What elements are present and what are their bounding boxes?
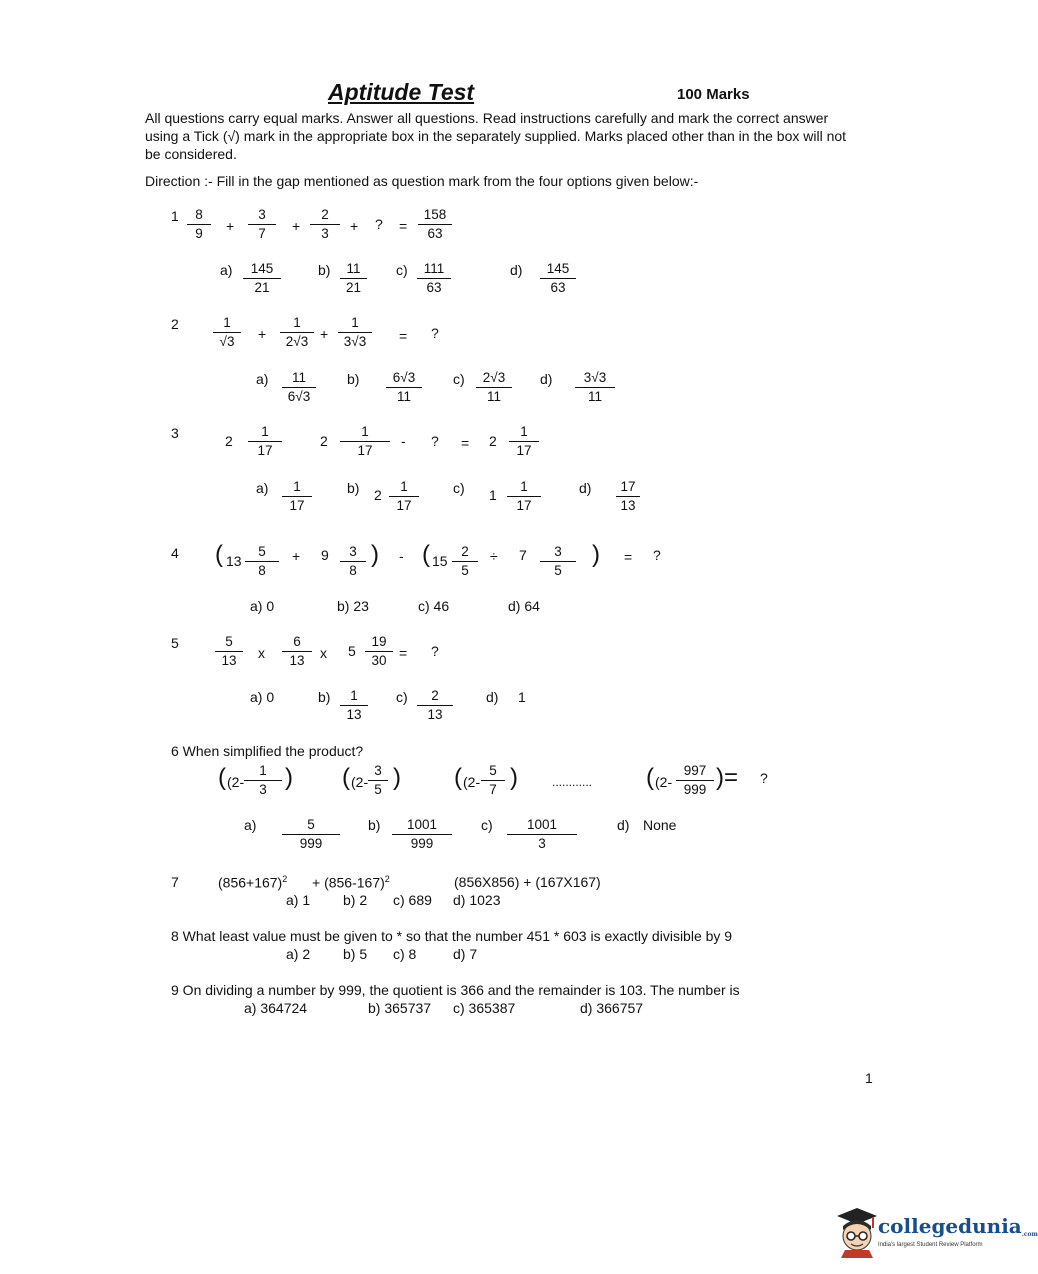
times-sign: x (258, 645, 265, 661)
right-paren: ) (393, 764, 401, 791)
numerator: 11 (340, 262, 367, 279)
divide-sign: ÷ (490, 548, 498, 564)
numerator: 1 (248, 425, 282, 442)
denominator: 13 (620, 497, 636, 513)
denominator: 9 (195, 225, 203, 241)
numerator: 3 (368, 764, 388, 781)
fraction (215, 635, 243, 667)
question-number: 1 (171, 208, 179, 224)
page-title: Aptitude Test (328, 79, 475, 105)
numerator: 111 (417, 262, 451, 279)
option-label: b) (368, 817, 381, 833)
denominator: 63 (427, 225, 443, 241)
denominator: 3√3 (343, 333, 367, 349)
option-a: a) 0 (250, 689, 275, 705)
total-marks: 100 Marks (677, 86, 750, 103)
right-paren: ) (510, 764, 518, 791)
option-a-fraction (282, 371, 316, 403)
whole-number: 2 (225, 433, 233, 449)
question-text: 8 What least value must be given to * so that the number 451 * 603 is exactly divisible by 9 (171, 928, 733, 944)
numerator: 1 (507, 480, 541, 497)
numerator: 1 (509, 425, 539, 442)
denominator: 13 (289, 652, 305, 668)
option-d-fraction (540, 262, 576, 294)
fraction (248, 208, 276, 240)
fraction (213, 316, 241, 348)
option-label: d) (486, 689, 499, 705)
option-c-fraction (417, 262, 451, 294)
numerator: 11 (282, 371, 316, 388)
equals-sign: = (399, 328, 408, 344)
denominator: 13 (427, 706, 443, 722)
numerator: 1 (389, 480, 419, 497)
option-b: b) 2 (343, 892, 368, 908)
denominator: 11 (587, 388, 602, 404)
whole-number: 13 (226, 553, 242, 569)
option-label: a) (256, 480, 269, 496)
numerator: 1 (282, 480, 312, 497)
denominator: 999 (299, 835, 323, 851)
equals-sign: = (399, 645, 408, 661)
left-paren: ( (646, 764, 654, 791)
denominator: 17 (357, 442, 373, 458)
expression-part (312, 875, 390, 890)
numerator: 145 (243, 262, 281, 279)
collegedunia-logo[interactable] (878, 1214, 1038, 1238)
fraction (187, 208, 211, 240)
option-c-fraction (507, 480, 541, 512)
denominator: √3 (219, 333, 235, 349)
option-b: b) 5 (343, 946, 368, 962)
minus-sign: - (401, 433, 406, 449)
fraction (481, 764, 505, 796)
denominator: 6√3 (287, 388, 311, 404)
option-label: b) (318, 689, 331, 705)
numerator: 145 (540, 262, 576, 279)
numerator: 2 (417, 689, 453, 706)
option-b-fraction (389, 480, 419, 512)
option-label: d) (510, 262, 523, 278)
option-a: a) 2 (286, 946, 311, 962)
option-label: c) (453, 371, 465, 387)
direction: Direction :- Fill in the gap mentioned as question mark from the four options given below:- (145, 173, 699, 189)
option-b-fraction (392, 818, 452, 850)
denominator: 7 (489, 781, 497, 797)
numerator: 2 (452, 545, 478, 562)
denominator: 3 (259, 781, 267, 797)
numerator: 3 (340, 545, 366, 562)
whole-number: 15 (432, 553, 448, 569)
option-b-fraction (340, 689, 368, 721)
question-number: 7 (171, 874, 179, 890)
question-number: 4 (171, 545, 179, 561)
left-paren: ( (342, 764, 350, 791)
numerator: 6 (282, 635, 312, 652)
numerator: 5 (481, 764, 505, 781)
fraction (244, 764, 282, 796)
question-mark: ? (431, 325, 439, 341)
fraction (338, 316, 372, 348)
option-label: d) (617, 817, 630, 833)
denominator: 11 (486, 388, 501, 404)
plus-sign: + (320, 326, 329, 342)
question-mark: ? (760, 770, 768, 786)
denominator: 7 (258, 225, 266, 241)
brand-name: collegedunia (878, 1214, 1022, 1238)
denominator: 999 (683, 781, 707, 797)
option-a-fraction (282, 480, 312, 512)
plus-sign: + (350, 218, 359, 234)
numerator: 5 (282, 818, 340, 835)
expression-term: + (856-167) (312, 874, 385, 891)
option-d: d) 1023 (453, 892, 501, 908)
question-mark: ? (653, 547, 661, 563)
brand-tagline: India's largest Student Review Platform (878, 1242, 983, 1248)
denominator: 17 (396, 497, 412, 513)
fraction (245, 545, 279, 577)
denominator: 13 (221, 652, 237, 668)
option-label: a) (244, 817, 257, 833)
option-a-fraction (243, 262, 281, 294)
numerator: 1 (213, 316, 241, 333)
equals-sign: = (399, 218, 408, 234)
option-label: c) (396, 689, 408, 705)
numerator: 17 (616, 480, 640, 497)
times-sign: x (320, 645, 327, 661)
numerator: 3 (540, 545, 576, 562)
numerator: 1 (244, 764, 282, 781)
right-paren: ) (371, 541, 379, 568)
option-c: c) 46 (418, 598, 450, 614)
fraction (282, 635, 312, 667)
plus-sign: + (292, 548, 301, 564)
fraction (340, 425, 390, 457)
option-c: c) 365387 (453, 1000, 516, 1016)
option-a: a) 364724 (244, 1000, 308, 1016)
question-number: 5 (171, 635, 179, 651)
right-paren: ) (285, 764, 293, 791)
numerator: 2√3 (476, 371, 512, 388)
numerator: 158 (418, 208, 452, 225)
option-label: d) (579, 480, 592, 496)
denominator: 999 (410, 835, 434, 851)
numerator: 1 (338, 316, 372, 333)
question-mark: ? (431, 643, 439, 659)
option-b: b) 365737 (368, 1000, 432, 1016)
numerator: 5 (245, 545, 279, 562)
fraction (418, 208, 452, 240)
fraction (340, 545, 366, 577)
exponent: 2 (384, 874, 390, 884)
denominator: 17 (257, 442, 273, 458)
option-label: b) (347, 371, 360, 387)
numerator: 3 (248, 208, 276, 225)
equals-sign: = (624, 549, 633, 565)
fraction (509, 425, 539, 457)
option-label: a) (256, 371, 269, 387)
option-c: c) 8 (393, 946, 417, 962)
expression-part: (856X856) + (167X167) (454, 874, 601, 890)
option-label: c) (453, 480, 465, 496)
factor-prefix: (2- (463, 774, 481, 790)
numerator: 1 (280, 316, 314, 333)
denominator: 5 (461, 562, 469, 578)
option-label: c) (481, 817, 493, 833)
left-paren: ( (215, 541, 223, 568)
option-label: c) (396, 262, 408, 278)
fraction (248, 425, 282, 457)
denominator: 13 (346, 706, 362, 722)
question-mark: ? (375, 216, 383, 232)
denominator: 30 (371, 652, 387, 668)
numerator: 8 (187, 208, 211, 225)
option-d: None (643, 817, 677, 833)
option-d: d) 7 (453, 946, 478, 962)
fraction (368, 764, 388, 796)
numerator: 2 (310, 208, 340, 225)
denominator: 8 (349, 562, 357, 578)
denominator: 17 (516, 442, 532, 458)
numerator: 1 (340, 425, 390, 442)
denominator: 21 (254, 279, 270, 295)
numerator: 1001 (507, 818, 577, 835)
whole-number: 7 (519, 547, 527, 563)
option-a: a) 1 (286, 892, 311, 908)
plus-sign: + (292, 218, 301, 234)
whole-number: 2 (489, 433, 497, 449)
whole-number: 9 (321, 547, 329, 563)
fraction (365, 635, 393, 667)
denominator: 63 (426, 279, 442, 295)
question-mark: ? (431, 433, 439, 449)
denominator: 17 (516, 497, 532, 513)
numerator: 1001 (392, 818, 452, 835)
option-c-fraction (417, 689, 453, 721)
instructions: All questions carry equal marks. Answer all questions. Read instructions carefully and mark the correct answer using a Tick (√) mark in the appropriate box in the separately supplied. Marks placed other than in the box will not be considered. (145, 110, 847, 162)
factor-prefix: (2- (227, 774, 245, 790)
denominator: 2√3 (285, 333, 309, 349)
option-label: d) (540, 371, 553, 387)
left-paren: ( (218, 764, 226, 791)
whole-number: 5 (348, 643, 356, 659)
question-number: 3 (171, 425, 179, 441)
numerator: 6√3 (386, 371, 422, 388)
right-paren: ) (592, 541, 600, 568)
denominator: 8 (258, 562, 266, 578)
option-c-fraction (507, 818, 577, 850)
option-a-fraction (282, 818, 340, 850)
denominator: 17 (289, 497, 305, 513)
expression-term: (856+167) (218, 874, 283, 891)
option-label: a) (220, 262, 233, 278)
option-label: b) (318, 262, 331, 278)
fraction (280, 316, 314, 348)
whole-number: 1 (489, 487, 497, 503)
question-text: 6 When simplified the product? (171, 743, 364, 759)
minus-sign: - (399, 548, 404, 564)
denominator: 11 (396, 388, 411, 404)
numerator: 3√3 (575, 371, 615, 388)
question-number: 2 (171, 316, 179, 332)
option-b: b) 23 (337, 598, 369, 614)
brand-suffix: .com (1021, 1231, 1038, 1238)
expression-part (218, 875, 287, 890)
denominator: 21 (345, 279, 362, 295)
left-paren: ( (454, 764, 462, 791)
numerator: 997 (676, 764, 714, 781)
numerator: 1 (340, 689, 368, 706)
option-d: d) 366757 (580, 1000, 644, 1016)
plus-sign: + (226, 218, 235, 234)
numerator: 5 (215, 635, 243, 652)
question-text: 9 On dividing a number by 999, the quotient is 366 and the remainder is 103. The number is (171, 982, 740, 998)
factor-prefix: (2- (655, 774, 673, 790)
right-paren-equals: )= (716, 764, 739, 791)
denominator: 3 (538, 835, 546, 851)
plus-sign: + (258, 326, 267, 342)
factor-prefix: (2- (351, 774, 369, 790)
option-c: c) 689 (393, 892, 432, 908)
option-label: b) (347, 480, 360, 496)
ellipsis: ............ (552, 775, 593, 789)
option-d-fraction (616, 480, 640, 512)
denominator: 3 (321, 225, 329, 241)
numerator: 19 (365, 635, 393, 652)
denominator: 5 (374, 781, 382, 797)
fraction (310, 208, 340, 240)
whole-number: 2 (374, 487, 382, 503)
option-b-fraction (386, 371, 422, 403)
denominator: 5 (554, 562, 562, 578)
option-b-fraction (340, 262, 367, 294)
fraction (452, 545, 478, 577)
page-number: 1 (865, 1070, 873, 1086)
fraction (676, 764, 714, 796)
option-d-fraction (575, 371, 615, 403)
denominator: 63 (550, 279, 566, 295)
exponent: 2 (282, 874, 288, 884)
option-a: a) 0 (250, 598, 275, 614)
collegedunia-mascot-icon (833, 1204, 879, 1258)
fraction (540, 545, 576, 577)
left-paren: ( (422, 541, 430, 568)
option-d: d) 64 (508, 598, 540, 614)
equals-sign: = (461, 435, 470, 451)
option-c-fraction (476, 371, 512, 403)
whole-number: 2 (320, 433, 328, 449)
option-d: 1 (518, 689, 526, 705)
